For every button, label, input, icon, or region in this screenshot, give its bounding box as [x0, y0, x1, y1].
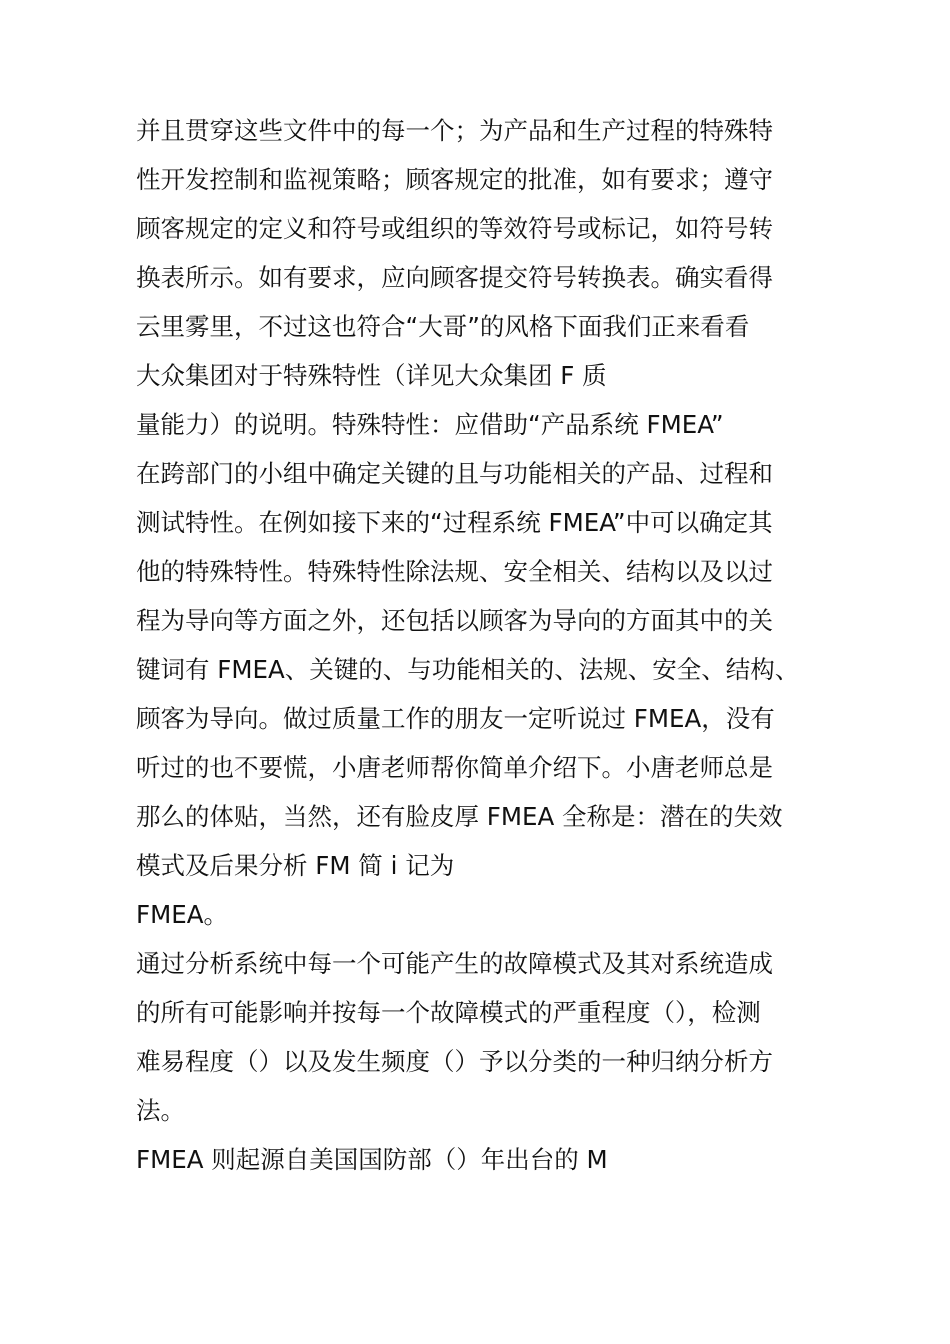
text-line: 的所有可能影响并按每一个故障模式的严重程度（），检测 [136, 998, 761, 1027]
text-line: 通过分析系统中每一个可能产生的故障模式及其对系统造成 [136, 949, 773, 978]
text-line: 测试特性。在例如接下来的“过程系统 FMEA”中可以确定其 [136, 508, 773, 537]
text-line: 大众集团对于特殊特性（详见大众集团 F 质 [136, 361, 607, 390]
text-line: 他的特殊特性。特殊特性除法规、安全相关、结构以及以过 [136, 557, 773, 586]
text-line: FMEA 则起源自美国国防部（）年出台的 M [136, 1145, 608, 1174]
text-line: FMEA。 [136, 900, 228, 929]
body-text [136, 106, 826, 1184]
text-line: 键词有 FMEA、关键的、与功能相关的、法规、安全、结构、 [136, 655, 800, 684]
text-line: 并且贯穿这些文件中的每一个；为产品和生产过程的特殊特 [136, 116, 773, 145]
text-line: 模式及后果分析 FM 简 i 记为 [136, 851, 455, 880]
text-line: 听过的也不要慌，小唐老师帮你简单介绍下。小唐老师总是 [136, 753, 773, 782]
text-line: 那么的体贴，当然，还有脸皮厚 FMEA 全称是：潜在的失效 [136, 802, 783, 831]
text-line: 性开发控制和监视策略；顾客规定的批准，如有要求；遵守 [136, 165, 773, 194]
text-line: 难易程度（）以及发生频度（）予以分类的一种归纳分析方 [136, 1047, 773, 1076]
text-line: 在跨部门的小组中确定关键的且与功能相关的产品、过程和 [136, 459, 773, 488]
text-line: 法。 [136, 1096, 185, 1125]
text-line: 量能力）的说明。特殊特性：应借助“产品系统 FMEA” [136, 410, 724, 439]
text-line: 顾客为导向。做过质量工作的朋友一定听说过 FMEA，没有 [136, 704, 775, 733]
text-line: 换表所示。如有要求，应向顾客提交符号转换表。确实看得 [136, 263, 773, 292]
text-line: 程为导向等方面之外，还包括以顾客为导向的方面其中的关 [136, 606, 773, 635]
text-line: 云里雾里，不过这也符合“大哥”的风格下面我们正来看看 [136, 312, 750, 341]
text-line: 顾客规定的定义和符号或组织的等效符号或标记，如符号转 [136, 214, 773, 243]
